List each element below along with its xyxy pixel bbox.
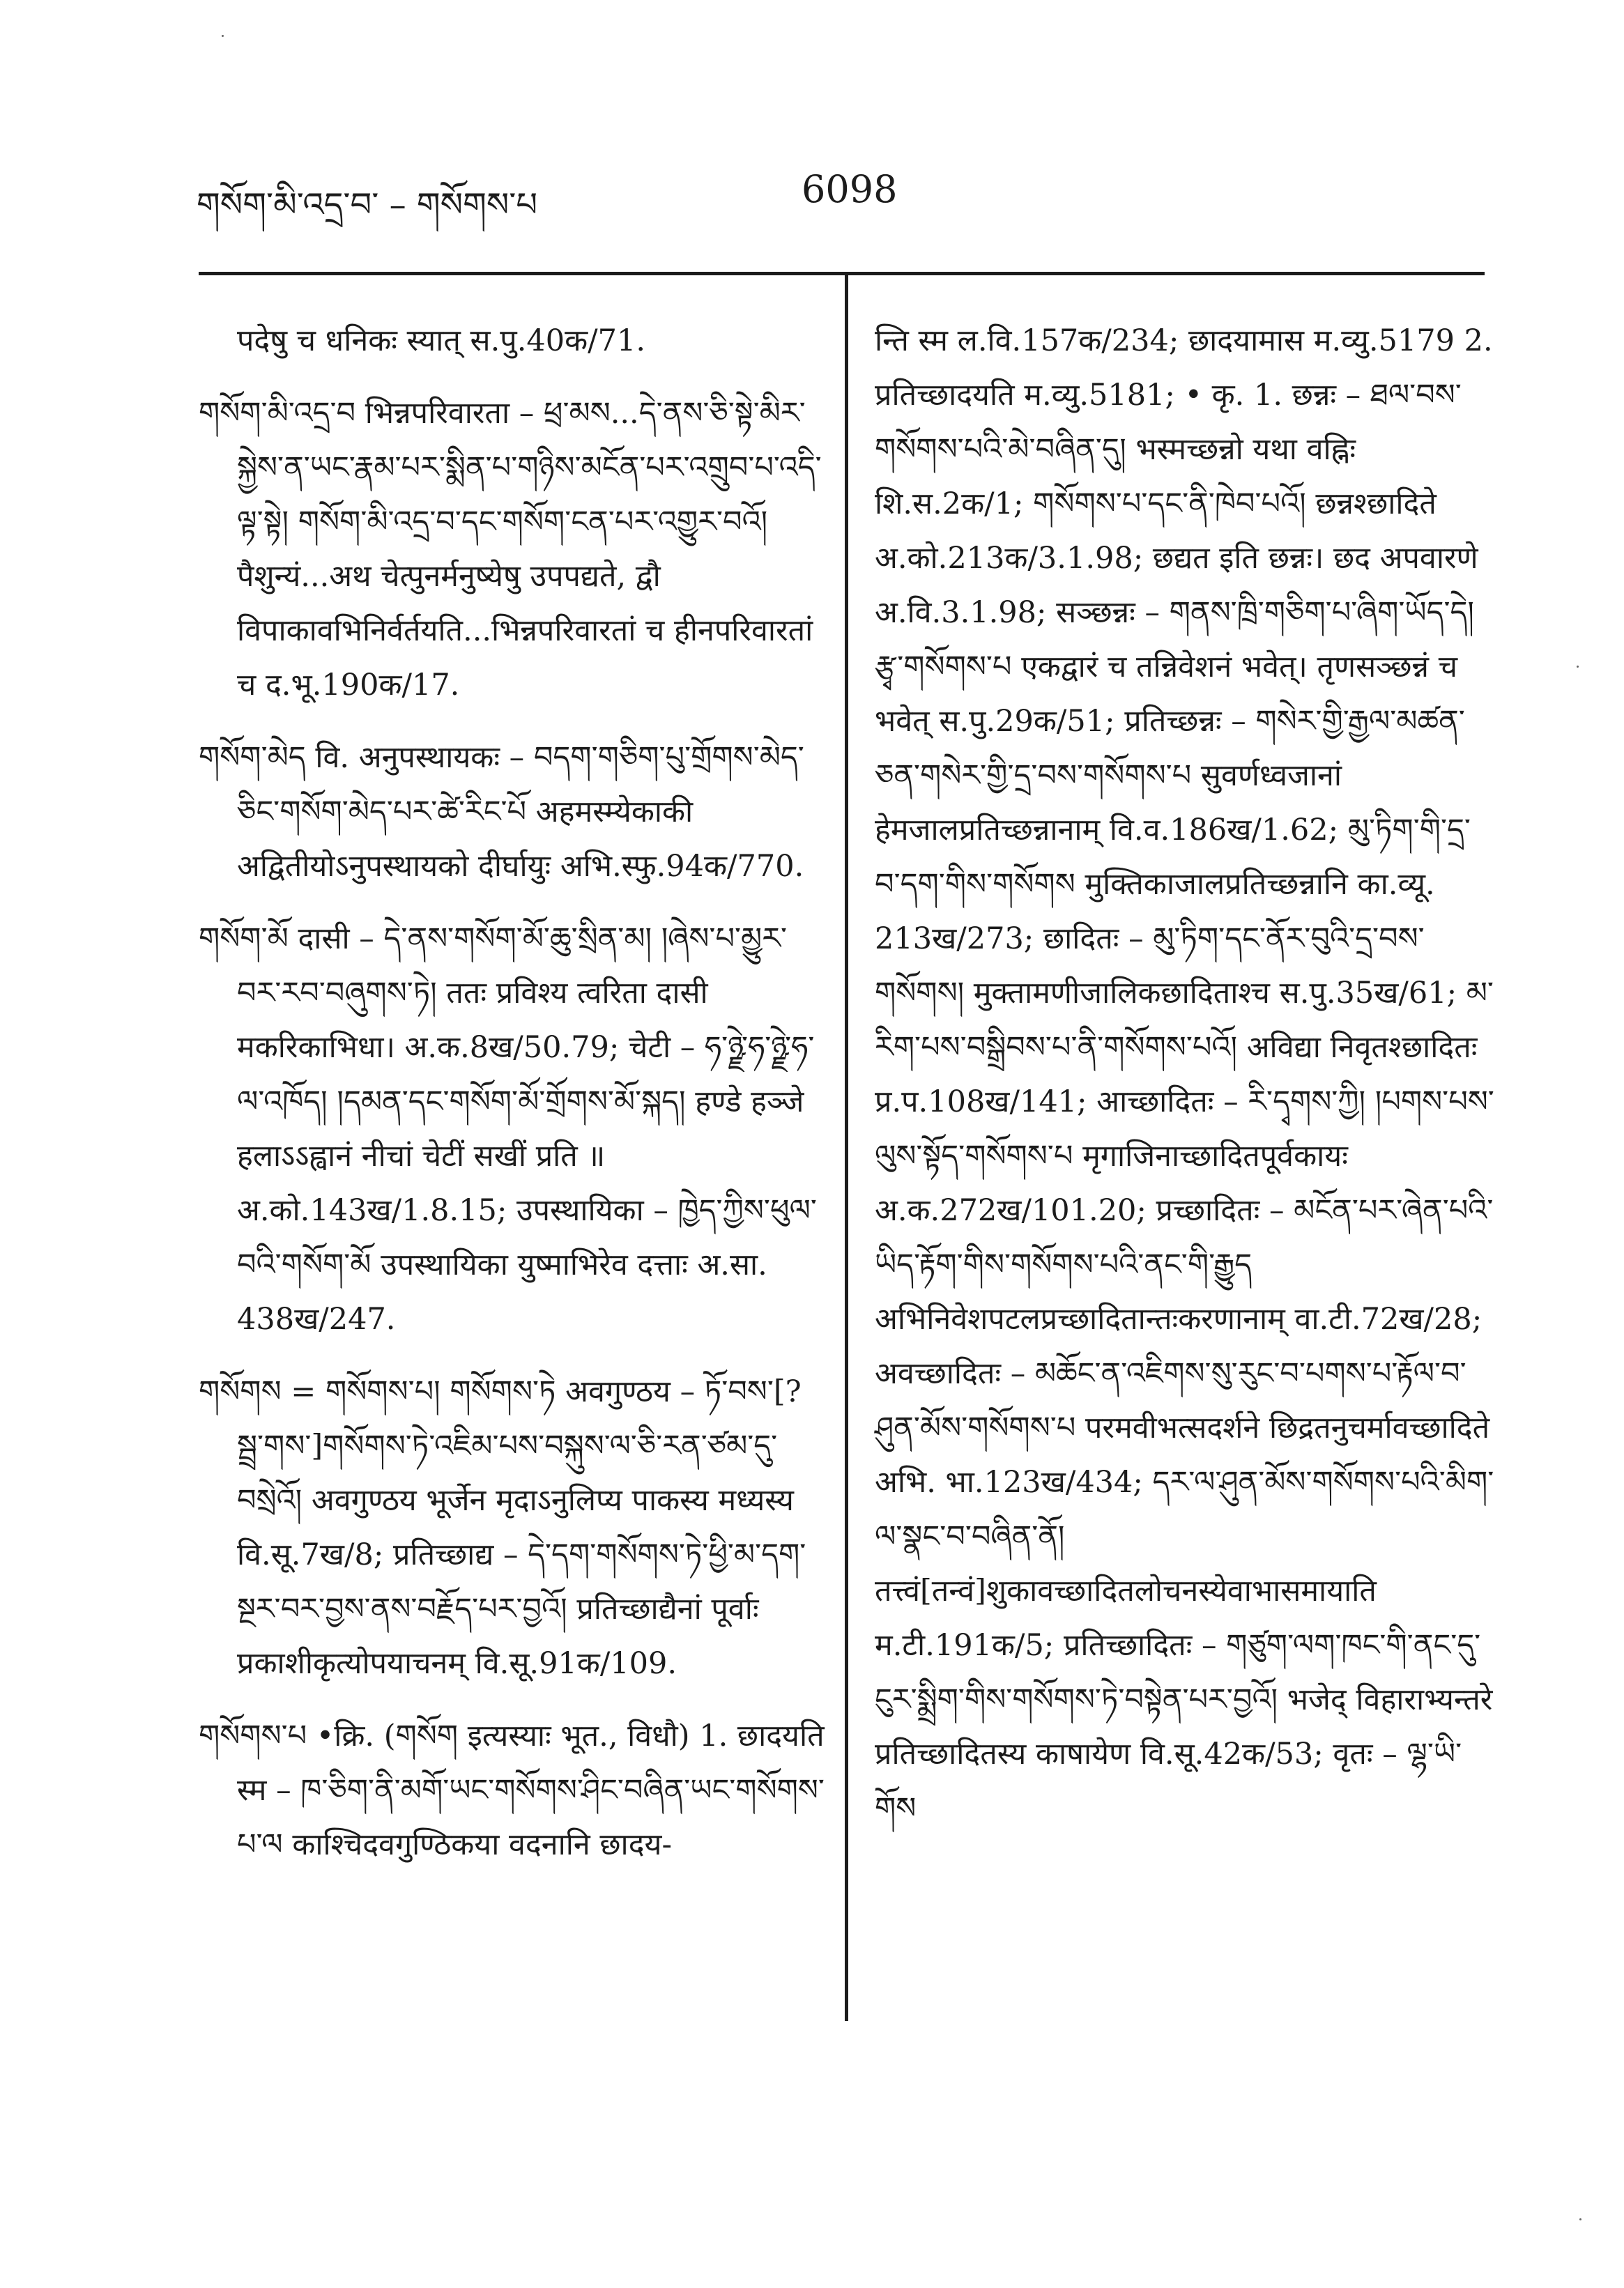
entry-text: वि. अनुपस्थायकः – བདག་གཅིག་པུ་གྲོགས་མེད་ཅིང་གསོག་མེད་པར་ཚེ་རིང་པོ अहमस्म्येकाकी अद्वितीयोऽनुपस्थायको दीर्घायुः अभि.स्फु.94क/770. <box>237 740 804 884</box>
entry <box>199 386 826 712</box>
entry-text: पदेषु च धनिकः स्यात् स.पु.40क/71. <box>237 323 646 358</box>
entry-text: न्ति स्म ल.वि.157क/234; छादयामास म.व्यु.5179 2. प्रतिच्छादयति म.व्यु.5181; • कृ. 1. छन्नः – ཐལ་བས་གསོགས་པའི་མེ་བཞིན་དུ། भस्मच्छन्नो यथा वह्निः शि.स.2क/1; གསོགས་པ་དང་ནི་ཁེབ་པའོ། छन्नश्छादिते अ.को.213क/3.1.98; छद्यत इति छन्नः। छद अपवारणे अ.वि.3.1.98; सञ्छन्नः – གནས་ཁྲི་གཅིག་པ་ཞིག་ཡོད་དེ། རྩྭ་གསོགས་པ एकद्वारं च तन्निवेशनं भवेत्। तृणसञ्छन्नं च भवेत् स.पु.29क/51; प्रतिच्छन्नः – གསེར་གྱི་རྒྱལ་མཚན་ཅན་གསེར་གྱི་དྲ་བས་གསོགས་པ सुवर्णध्वजानां हेमजालप्रतिच्छन्नानाम् वि.व.186ख/1.62; མུ་ཏིག་གི་དྲ་བ་དག་གིས་གསོགས मुक्तिकाजालप्रतिच्छन्नानि का.व्यू. 213ख/273; छादितः – མུ་ཏིག་དང་ནོར་བུའི་དྲ་བས་གསོགས། मुक्तामणीजालिकछादिताश्च स.पु.35ख/61; མ་རིག་པས་བསྒྲིབས་པ་ནི་གསོགས་པའོ། अविद्या निवृतश्छादितः प्र.प.108ख/141; आच्छादितः – རི་དྭགས་ཀྱི། །པགས་པས་ལུས་སྟོད་གསོགས་པ मृगाजिनाच्छादितपूर्वकायः अ.क.272ख/101.20; प्रच्छादितः – མངོན་པར་ཞེན་པའི་ཡིད་རྟོག་གིས་གསོགས་པའི་ནང་གི་རྒྱུད अभिनिवेशपटलप्रच्छादितान्तःकरणानाम् वा.टी.72ख/28; अवच्छादितः – མཆོང་ན་འཇིགས་སུ་རུང་བ་པགས་པ་རྟོལ་བ་ཤུན་མོས་གསོགས་པ परमवीभत्सदर्शने छिद्रतनुचर्मावच्छादिते अभि. भा.123ख/434; དར་ལ་ཤུན་མོས་གསོགས་པའི་མིག་ལ་སྣང་བ་བཞིན་ནོ། तत्त्वं[तन्वं]शुकावच्छादितलोचनस्येवाभासमायाति म.टी.191क/5; प्रतिच्छादितः – གཙུག་ལག་ཁང་གི་ནང་དུ་ངུར་སྨྲིག་གིས་གསོགས་ཏེ་བསྟེན་པར་བྱའོ། भजेद् विहाराभ्यन्तरे प्रतिच्छादितस्य काषायेण वि.सू.42क/53; वृतः – ལྷ་ཡི་གོས <box>875 323 1494 1826</box>
entry-text: भिन्नपरिवारता – ཕྲ་མས...དེ་ནས་ཅི་སྟེ་མིར་སྐྱེས་ན་ཡང་རྣམ་པར་སྨིན་པ་གཉིས་མངོན་པར་འགྲུབ་པ་འདི་ལྟ་སྟེ། གསོག་མི་འདྲ་བ་དང་གསོག་ངན་པར་འགྱུར་བའོ། पैशुन्यं...अथ चेत्पुनर्मनुष्येषु उपपद्यते, द्वौ विपाकावभिनिर्वर्तयति...भिन्नपरिवारतां च हीनपरिवारतां च द.भू.190क/17. <box>237 396 822 702</box>
column-divider <box>845 272 848 2021</box>
entry-text: = གསོགས་པ། གསོགས་ཏེ अवगुण्ठय – ཏོ་བས་[?སྦྲ་གས་]གསོགས་ཏེ་འཇིམ་པས་བསྐུས་ལ་ཅི་རན་ཙམ་དུ་བསྲེའོ། अवगुण्ठय भूर्जेन मृदाऽनुलिप्य पाकस्य मध्यस्य वि.सू.7ख/8; प्रतिच्छाद्य – དེ་དག་གསོགས་ཏེ་ཕྱི་མ་དག་སྔར་བར་བྱས་ནས་བརྗོད་པར་བྱའོ། प्रतिच्छाद्यैनां पूर्वाः प्रकाशीकृत्योपयाचनम् वि.सू.91क/109. <box>237 1374 806 1681</box>
header-title: གསོག་མི་འདྲ་བ་ – གསོགས་པ <box>197 185 538 224</box>
entry-text: दासी – དེ་ནས་གསོག་མོ་ཆུ་སྲིན་མ། །ཞེས་པ་མྱུར་བར་རབ་བཞུགས་ཏེ། ततः प्रविश्य त्वरिता दासी मकरिकाभिधा। अ.क.8ख/50.79; चेटी – ཧ་ཉྫེ་ཧ་ཉྫེ་ཧ་ལ་འཁོད། །དམན་དང་གསོག་མོ་གྲོགས་མོ་སྐད། हण्डे हञ्जे हलाऽऽह्वानं नीचां चेटीं सखीं प्रति ॥ अ.को.143ख/1.8.15; उपस्थायिका – ཁྱེད་ཀྱིས་ཕུལ་བའི་གསོག་མོ उपस्थायिका युष्माभिरेव दत्ताः अ.सा. 438ख/247. <box>237 921 817 1337</box>
entry-headword: གསོགས་པ <box>199 1719 307 1753</box>
page-number: 6098 <box>802 167 898 211</box>
header-rule <box>199 272 1485 275</box>
scan-speck <box>1577 666 1579 668</box>
entry-text: •क्रि. (གསོག इत्यस्याः भूत., विधौ) 1. छादयति स्म – ཁ་ཅིག་ནི་མགོ་ཡང་གསོགས་ཤིང་བཞིན་ཡང་གསོགས་པ་ལ काश्चिदवगुण्ठिकया वदनानि छादय- <box>237 1719 825 1862</box>
entry-headword: གསོག་མི་འདྲ་བ <box>199 396 356 431</box>
entry <box>199 314 826 368</box>
entry <box>199 1365 826 1691</box>
right-column <box>875 314 1495 1854</box>
scan-speck <box>1579 2218 1581 2220</box>
entry <box>199 912 826 1346</box>
entry-headword: གསོགས <box>199 1374 282 1409</box>
entry-headword: གསོག་མོ <box>199 921 289 956</box>
entry <box>199 730 826 893</box>
scan-speck <box>222 35 224 37</box>
entry <box>199 1709 826 1872</box>
left-column <box>199 314 826 1890</box>
entry-headword: གསོག་མེད <box>199 740 306 775</box>
entry <box>875 314 1495 1836</box>
